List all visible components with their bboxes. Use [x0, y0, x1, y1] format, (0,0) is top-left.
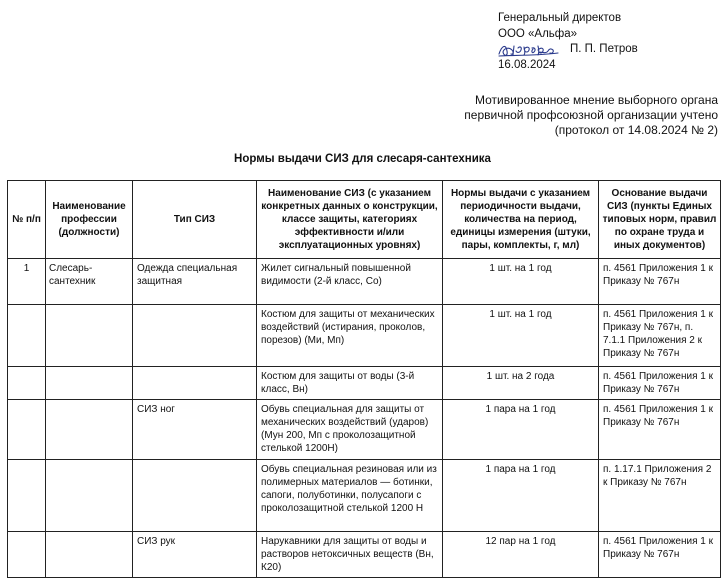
cell-siz-type: Одежда специальная защитная — [133, 259, 257, 305]
cell-number: 1 — [8, 259, 46, 305]
cell-basis: п. 1.17.1 Приложения 2 к Приказу № 767н — [599, 460, 721, 532]
header-number: № п/п — [8, 181, 46, 259]
cell-siz-name: Костюм для защиты от воды (3-й класс, Вн) — [257, 367, 443, 400]
approval-position: Генеральный директов — [498, 12, 622, 24]
approval-date: 16.08.2024 — [498, 59, 556, 71]
cell-number — [8, 305, 46, 367]
motivated-opinion-line-2: первичной профсоюзной организации учтено — [464, 108, 718, 122]
cell-basis: п. 4561 Приложения 1 к Приказу № 767н — [599, 259, 721, 305]
cell-siz-type — [133, 305, 257, 367]
cell-profession — [46, 460, 133, 532]
table-row — [8, 259, 721, 305]
signature-row — [498, 42, 638, 58]
cell-basis: п. 4561 Приложения 1 к Приказу № 767н — [599, 367, 721, 400]
cell-profession: Слесарь-сантехник — [46, 259, 133, 305]
cell-basis: п. 4561 Приложения 1 к Приказу № 767н, п. 7.1.1 Приложения 2 к Приказу № 767н — [599, 305, 721, 367]
table-row — [8, 532, 721, 578]
cell-number — [8, 367, 46, 400]
approval-block — [498, 11, 638, 74]
cell-siz-type: СИЗ рук — [133, 532, 257, 578]
approval-organization: ООО «Альфа» — [498, 27, 578, 40]
table-row — [8, 305, 721, 367]
header-basis: Основание выдачи СИЗ (пункты Единых типовых норм, правил по охране труда и иных документов) — [599, 181, 721, 259]
cell-siz-name: Жилет сигнальный повышенной видимости (2-й класс, Со) — [257, 259, 443, 305]
header-issue-norm: Нормы выдачи с указанием периодичности выдачи, количества на период, единицы измерения (штуки, пары, комплекты, г, мл) — [443, 181, 599, 259]
cell-issue-norm: 12 пар на 1 год — [443, 532, 599, 578]
cell-profession — [46, 367, 133, 400]
motivated-opinion — [464, 93, 718, 138]
cell-issue-norm: 1 пара на 1 год — [443, 400, 599, 460]
table-row — [8, 400, 721, 460]
header-siz-type: Тип СИЗ — [133, 181, 257, 259]
cell-issue-norm: 1 шт. на 1 год — [443, 259, 599, 305]
document-title: Нормы выдачи СИЗ для слесаря-сантехника — [234, 153, 491, 165]
cell-number — [8, 400, 46, 460]
cell-siz-name: Обувь специальная для защиты от механических воздействий (ударов) (Мун 200, Мп с проколозащитной стелькой 1200Н) — [257, 400, 443, 460]
cell-issue-norm: 1 шт. на 1 год — [443, 305, 599, 367]
siz-norms-table — [7, 180, 721, 578]
table-row — [8, 460, 721, 532]
handwritten-signature — [498, 42, 560, 58]
header-siz-name: Наименование СИЗ (с указанием конкретных данных о конструкции, классе защиты, категориях эффективности и/или эксплуатационных уровнях) — [257, 181, 443, 259]
cell-profession — [46, 305, 133, 367]
motivated-opinion-line-3: (протокол от 14.08.2024 № 2) — [554, 123, 718, 137]
motivated-opinion-line-1: Мотивированное мнение выборного органа — [475, 93, 718, 107]
cell-issue-norm: 1 шт. на 2 года — [443, 367, 599, 400]
table-row — [8, 367, 721, 400]
signer-name: П. П. Петров — [570, 43, 638, 56]
cell-siz-name: Обувь специальная резиновая или из полимерных материалов — ботинки, сапоги, полуботинки, полусапоги с проколозащитной стелькой 1200 Н — [257, 460, 443, 532]
cell-basis: п. 4561 Приложения 1 к Приказу № 767н — [599, 400, 721, 460]
cell-siz-name: Костюм для защиты от механических воздействий (истирания, проколов, порезов) (Ми, Мп) — [257, 305, 443, 367]
cell-profession — [46, 400, 133, 460]
cell-profession — [46, 532, 133, 578]
cell-issue-norm: 1 пара на 1 год — [443, 460, 599, 532]
cell-number — [8, 460, 46, 532]
header-profession: Наименование профессии (должности) — [46, 181, 133, 259]
cell-siz-type — [133, 367, 257, 400]
cell-siz-name: Нарукавники для защиты от воды и растворов нетоксичных веществ (Вн, К20) — [257, 532, 443, 578]
cell-basis: п. 4561 Приложения 1 к Приказу № 767н — [599, 532, 721, 578]
cell-siz-type: СИЗ ног — [133, 400, 257, 460]
cell-number — [8, 532, 46, 578]
table-header-row — [8, 181, 721, 259]
cell-siz-type — [133, 460, 257, 532]
